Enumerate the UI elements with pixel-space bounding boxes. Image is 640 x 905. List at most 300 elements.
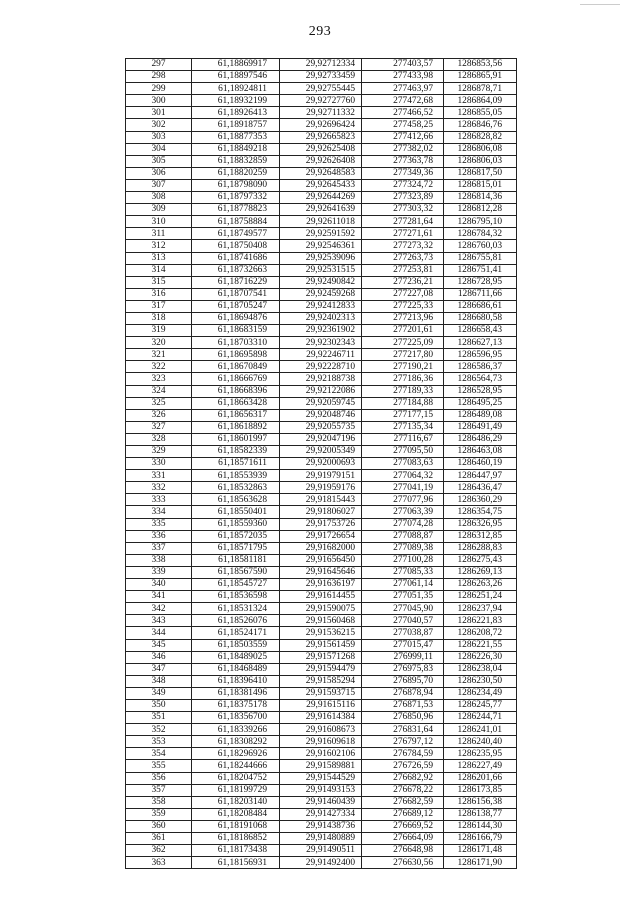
longitude-cell: 29,92626408 <box>280 155 362 167</box>
latitude-cell: 61,18663428 <box>192 397 280 409</box>
longitude-cell: 29,92302343 <box>280 337 362 349</box>
x-coordinate-cell: 277472,68 <box>362 95 444 107</box>
point-number-cell: 333 <box>126 494 192 506</box>
latitude-cell: 61,18694876 <box>192 312 280 324</box>
x-coordinate-cell: 277063,39 <box>362 506 444 518</box>
point-number-cell: 318 <box>126 312 192 324</box>
table-row <box>126 276 517 288</box>
latitude-cell: 61,18877353 <box>192 131 280 143</box>
point-number-cell: 354 <box>126 748 192 760</box>
longitude-cell: 29,91480889 <box>280 833 362 845</box>
y-coordinate-cell: 1286234,49 <box>444 687 517 699</box>
y-coordinate-cell: 1286221,83 <box>444 615 517 627</box>
latitude-cell: 61,18758884 <box>192 216 280 228</box>
longitude-cell: 29,91589881 <box>280 760 362 772</box>
longitude-cell: 29,92048746 <box>280 409 362 421</box>
x-coordinate-cell: 277466,52 <box>362 107 444 119</box>
table-row <box>126 59 517 71</box>
longitude-cell: 29,91460439 <box>280 796 362 808</box>
longitude-cell: 29,92246711 <box>280 349 362 361</box>
x-coordinate-cell: 277135,34 <box>362 421 444 433</box>
longitude-cell: 29,91571268 <box>280 651 362 663</box>
latitude-cell: 61,18296926 <box>192 748 280 760</box>
x-coordinate-cell: 276999,11 <box>362 651 444 663</box>
table-row <box>126 373 517 385</box>
table-row <box>126 325 517 337</box>
latitude-cell: 61,18526076 <box>192 615 280 627</box>
latitude-cell: 61,18749577 <box>192 228 280 240</box>
point-number-cell: 358 <box>126 796 192 808</box>
latitude-cell: 61,18550401 <box>192 506 280 518</box>
table-row <box>126 518 517 530</box>
latitude-cell: 61,18705247 <box>192 300 280 312</box>
longitude-cell: 29,92648583 <box>280 167 362 179</box>
table-row <box>126 312 517 324</box>
point-number-cell: 363 <box>126 857 192 869</box>
x-coordinate-cell: 277263,73 <box>362 252 444 264</box>
x-coordinate-cell: 277064,32 <box>362 470 444 482</box>
y-coordinate-cell: 1286171,90 <box>444 857 517 869</box>
y-coordinate-cell: 1286240,40 <box>444 736 517 748</box>
y-coordinate-cell: 1286686,61 <box>444 300 517 312</box>
longitude-cell: 29,91614384 <box>280 712 362 724</box>
point-number-cell: 325 <box>126 397 192 409</box>
point-number-cell: 346 <box>126 651 192 663</box>
x-coordinate-cell: 277088,87 <box>362 530 444 542</box>
table-row <box>126 639 517 651</box>
latitude-cell: 61,18489025 <box>192 651 280 663</box>
latitude-cell: 61,18750408 <box>192 240 280 252</box>
latitude-cell: 61,18926413 <box>192 107 280 119</box>
point-number-cell: 314 <box>126 264 192 276</box>
y-coordinate-cell: 1286288,83 <box>444 542 517 554</box>
table-row <box>126 748 517 760</box>
x-coordinate-cell: 277100,28 <box>362 554 444 566</box>
longitude-cell: 29,92531515 <box>280 264 362 276</box>
y-coordinate-cell: 1286226,30 <box>444 651 517 663</box>
latitude-cell: 61,18563628 <box>192 494 280 506</box>
latitude-cell: 61,18820259 <box>192 167 280 179</box>
longitude-cell: 29,91585294 <box>280 675 362 687</box>
x-coordinate-cell: 277095,50 <box>362 446 444 458</box>
table-row <box>126 675 517 687</box>
point-number-cell: 328 <box>126 433 192 445</box>
x-coordinate-cell: 277085,33 <box>362 566 444 578</box>
longitude-cell: 29,91615116 <box>280 699 362 711</box>
y-coordinate-cell: 1286251,24 <box>444 591 517 603</box>
point-number-cell: 301 <box>126 107 192 119</box>
table-row <box>126 808 517 820</box>
y-coordinate-cell: 1286528,95 <box>444 385 517 397</box>
table-row <box>126 724 517 736</box>
x-coordinate-cell: 277177,15 <box>362 409 444 421</box>
table-row <box>126 736 517 748</box>
longitude-cell: 29,91438736 <box>280 820 362 832</box>
longitude-cell: 29,92005349 <box>280 446 362 458</box>
latitude-cell: 61,18396410 <box>192 675 280 687</box>
page-number: 293 <box>308 24 332 39</box>
y-coordinate-cell: 1286241,01 <box>444 724 517 736</box>
y-coordinate-cell: 1286864,09 <box>444 95 517 107</box>
x-coordinate-cell: 277323,89 <box>362 192 444 204</box>
longitude-cell: 29,91726654 <box>280 530 362 542</box>
longitude-cell: 29,91602106 <box>280 748 362 760</box>
x-coordinate-cell: 276689,12 <box>362 808 444 820</box>
y-coordinate-cell: 1286817,50 <box>444 167 517 179</box>
longitude-cell: 29,91492400 <box>280 857 362 869</box>
latitude-cell: 61,18308292 <box>192 736 280 748</box>
longitude-cell: 29,92645433 <box>280 179 362 191</box>
x-coordinate-cell: 277213,96 <box>362 312 444 324</box>
point-number-cell: 307 <box>126 179 192 191</box>
point-number-cell: 352 <box>126 724 192 736</box>
table-row <box>126 155 517 167</box>
x-coordinate-cell: 276784,59 <box>362 748 444 760</box>
table-row <box>126 627 517 639</box>
longitude-cell: 29,92711332 <box>280 107 362 119</box>
y-coordinate-cell: 1286237,94 <box>444 603 517 615</box>
x-coordinate-cell: 277116,67 <box>362 433 444 445</box>
y-coordinate-cell: 1286853,56 <box>444 59 517 71</box>
latitude-cell: 61,18601997 <box>192 433 280 445</box>
x-coordinate-cell: 277458,25 <box>362 119 444 131</box>
x-coordinate-cell: 277045,90 <box>362 603 444 615</box>
longitude-cell: 29,91815443 <box>280 494 362 506</box>
latitude-cell: 61,18683159 <box>192 325 280 337</box>
longitude-cell: 29,91682000 <box>280 542 362 554</box>
point-number-cell: 319 <box>126 325 192 337</box>
latitude-cell: 61,18778823 <box>192 204 280 216</box>
table-row <box>126 470 517 482</box>
latitude-cell: 61,18203140 <box>192 796 280 808</box>
x-coordinate-cell: 277281,64 <box>362 216 444 228</box>
table-row <box>126 264 517 276</box>
latitude-cell: 61,18468489 <box>192 663 280 675</box>
x-coordinate-cell: 276682,92 <box>362 772 444 784</box>
point-number-cell: 336 <box>126 530 192 542</box>
y-coordinate-cell: 1286586,37 <box>444 361 517 373</box>
y-coordinate-cell: 1286269,13 <box>444 566 517 578</box>
x-coordinate-cell: 277227,08 <box>362 288 444 300</box>
table-row <box>126 687 517 699</box>
latitude-cell: 61,18732663 <box>192 264 280 276</box>
x-coordinate-cell: 277038,87 <box>362 627 444 639</box>
latitude-cell: 61,18559360 <box>192 518 280 530</box>
latitude-cell: 61,18582339 <box>192 446 280 458</box>
table-row <box>126 591 517 603</box>
point-number-cell: 322 <box>126 361 192 373</box>
point-number-cell: 360 <box>126 820 192 832</box>
x-coordinate-cell: 277303,32 <box>362 204 444 216</box>
y-coordinate-cell: 1286263,26 <box>444 579 517 591</box>
latitude-cell: 61,18567590 <box>192 566 280 578</box>
longitude-cell: 29,91594479 <box>280 663 362 675</box>
table-row <box>126 107 517 119</box>
table-row <box>126 204 517 216</box>
point-number-cell: 327 <box>126 421 192 433</box>
table-row <box>126 119 517 131</box>
point-number-cell: 306 <box>126 167 192 179</box>
x-coordinate-cell: 277184,88 <box>362 397 444 409</box>
longitude-cell: 29,91493153 <box>280 784 362 796</box>
x-coordinate-cell: 277433,98 <box>362 71 444 83</box>
point-number-cell: 330 <box>126 458 192 470</box>
table-row <box>126 615 517 627</box>
longitude-cell: 29,92641639 <box>280 204 362 216</box>
latitude-cell: 61,18656317 <box>192 409 280 421</box>
point-number-cell: 351 <box>126 712 192 724</box>
longitude-cell: 29,92412833 <box>280 300 362 312</box>
y-coordinate-cell: 1286784,32 <box>444 228 517 240</box>
point-number-cell: 339 <box>126 566 192 578</box>
longitude-cell: 29,91656450 <box>280 554 362 566</box>
table-row <box>126 566 517 578</box>
point-number-cell: 340 <box>126 579 192 591</box>
latitude-cell: 61,18924811 <box>192 83 280 95</box>
latitude-cell: 61,18204752 <box>192 772 280 784</box>
y-coordinate-cell: 1286815,01 <box>444 179 517 191</box>
longitude-cell: 29,92188738 <box>280 373 362 385</box>
longitude-cell: 29,91959176 <box>280 482 362 494</box>
point-number-cell: 334 <box>126 506 192 518</box>
point-number-cell: 309 <box>126 204 192 216</box>
table-row <box>126 349 517 361</box>
latitude-cell: 61,18832859 <box>192 155 280 167</box>
x-coordinate-cell: 276797,12 <box>362 736 444 748</box>
latitude-cell: 61,18849218 <box>192 143 280 155</box>
longitude-cell: 29,91979151 <box>280 470 362 482</box>
point-number-cell: 343 <box>126 615 192 627</box>
longitude-cell: 29,91490511 <box>280 845 362 857</box>
y-coordinate-cell: 1286221,55 <box>444 639 517 651</box>
y-coordinate-cell: 1286627,13 <box>444 337 517 349</box>
y-coordinate-cell: 1286806,03 <box>444 155 517 167</box>
longitude-cell: 29,92228710 <box>280 361 362 373</box>
longitude-cell: 29,91753726 <box>280 518 362 530</box>
latitude-cell: 61,18532863 <box>192 482 280 494</box>
table-row <box>126 71 517 83</box>
latitude-cell: 61,18571795 <box>192 542 280 554</box>
longitude-cell: 29,92611018 <box>280 216 362 228</box>
longitude-cell: 29,92490842 <box>280 276 362 288</box>
y-coordinate-cell: 1286680,58 <box>444 312 517 324</box>
y-coordinate-cell: 1286658,43 <box>444 325 517 337</box>
y-coordinate-cell: 1286208,72 <box>444 627 517 639</box>
table-row <box>126 857 517 869</box>
coordinates-table-body <box>126 59 517 869</box>
latitude-cell: 61,18581181 <box>192 554 280 566</box>
latitude-cell: 61,18798090 <box>192 179 280 191</box>
point-number-cell: 305 <box>126 155 192 167</box>
y-coordinate-cell: 1286447,97 <box>444 470 517 482</box>
table-row <box>126 579 517 591</box>
table-row <box>126 167 517 179</box>
table-row <box>126 542 517 554</box>
longitude-cell: 29,92361902 <box>280 325 362 337</box>
x-coordinate-cell: 276726,59 <box>362 760 444 772</box>
table-row <box>126 216 517 228</box>
longitude-cell: 29,91593715 <box>280 687 362 699</box>
point-number-cell: 342 <box>126 603 192 615</box>
x-coordinate-cell: 277061,14 <box>362 579 444 591</box>
y-coordinate-cell: 1286245,77 <box>444 699 517 711</box>
table-row <box>126 784 517 796</box>
point-number-cell: 313 <box>126 252 192 264</box>
latitude-cell: 61,18186852 <box>192 833 280 845</box>
latitude-cell: 61,18571611 <box>192 458 280 470</box>
point-number-cell: 311 <box>126 228 192 240</box>
latitude-cell: 61,18156931 <box>192 857 280 869</box>
x-coordinate-cell: 276669,52 <box>362 820 444 832</box>
y-coordinate-cell: 1286814,36 <box>444 192 517 204</box>
table-row <box>126 421 517 433</box>
point-number-cell: 316 <box>126 288 192 300</box>
longitude-cell: 29,92059745 <box>280 397 362 409</box>
table-row <box>126 603 517 615</box>
x-coordinate-cell: 276850,96 <box>362 712 444 724</box>
longitude-cell: 29,92539096 <box>280 252 362 264</box>
x-coordinate-cell: 277077,96 <box>362 494 444 506</box>
y-coordinate-cell: 1286312,85 <box>444 530 517 542</box>
y-coordinate-cell: 1286846,76 <box>444 119 517 131</box>
y-coordinate-cell: 1286812,28 <box>444 204 517 216</box>
x-coordinate-cell: 277217,80 <box>362 349 444 361</box>
latitude-cell: 61,18531324 <box>192 603 280 615</box>
y-coordinate-cell: 1286755,81 <box>444 252 517 264</box>
x-coordinate-cell: 277349,36 <box>362 167 444 179</box>
y-coordinate-cell: 1286596,95 <box>444 349 517 361</box>
x-coordinate-cell: 276895,70 <box>362 675 444 687</box>
latitude-cell: 61,18545727 <box>192 579 280 591</box>
y-coordinate-cell: 1286491,49 <box>444 421 517 433</box>
latitude-cell: 61,18695898 <box>192 349 280 361</box>
table-row <box>126 494 517 506</box>
x-coordinate-cell: 277041,19 <box>362 482 444 494</box>
point-number-cell: 303 <box>126 131 192 143</box>
latitude-cell: 61,18897546 <box>192 71 280 83</box>
x-coordinate-cell: 277324,72 <box>362 179 444 191</box>
x-coordinate-cell: 277236,21 <box>362 276 444 288</box>
point-number-cell: 317 <box>126 300 192 312</box>
point-number-cell: 362 <box>126 845 192 857</box>
y-coordinate-cell: 1286326,95 <box>444 518 517 530</box>
y-coordinate-cell: 1286486,29 <box>444 433 517 445</box>
point-number-cell: 312 <box>126 240 192 252</box>
table-row <box>126 446 517 458</box>
point-number-cell: 304 <box>126 143 192 155</box>
x-coordinate-cell: 277040,57 <box>362 615 444 627</box>
table-row <box>126 712 517 724</box>
table-row <box>126 397 517 409</box>
x-coordinate-cell: 277271,61 <box>362 228 444 240</box>
y-coordinate-cell: 1286460,19 <box>444 458 517 470</box>
point-number-cell: 355 <box>126 760 192 772</box>
point-number-cell: 321 <box>126 349 192 361</box>
point-number-cell: 353 <box>126 736 192 748</box>
y-coordinate-cell: 1286144,30 <box>444 820 517 832</box>
longitude-cell: 29,92459268 <box>280 288 362 300</box>
latitude-cell: 61,18797332 <box>192 192 280 204</box>
y-coordinate-cell: 1286173,85 <box>444 784 517 796</box>
point-number-cell: 323 <box>126 373 192 385</box>
table-row <box>126 83 517 95</box>
y-coordinate-cell: 1286495,25 <box>444 397 517 409</box>
x-coordinate-cell: 276664,09 <box>362 833 444 845</box>
point-number-cell: 357 <box>126 784 192 796</box>
y-coordinate-cell: 1286865,91 <box>444 71 517 83</box>
y-coordinate-cell: 1286564,73 <box>444 373 517 385</box>
longitude-cell: 29,91560468 <box>280 615 362 627</box>
x-coordinate-cell: 277074,28 <box>362 518 444 530</box>
latitude-cell: 61,18339266 <box>192 724 280 736</box>
point-number-cell: 337 <box>126 542 192 554</box>
longitude-cell: 29,92000693 <box>280 458 362 470</box>
point-number-cell: 350 <box>126 699 192 711</box>
latitude-cell: 61,18524171 <box>192 627 280 639</box>
point-number-cell: 349 <box>126 687 192 699</box>
longitude-cell: 29,91636197 <box>280 579 362 591</box>
x-coordinate-cell: 277190,21 <box>362 361 444 373</box>
table-row <box>126 833 517 845</box>
table-row <box>126 288 517 300</box>
point-number-cell: 338 <box>126 554 192 566</box>
longitude-cell: 29,91561459 <box>280 639 362 651</box>
y-coordinate-cell: 1286244,71 <box>444 712 517 724</box>
longitude-cell: 29,91590075 <box>280 603 362 615</box>
point-number-cell: 359 <box>126 808 192 820</box>
point-number-cell: 348 <box>126 675 192 687</box>
x-coordinate-cell: 276975,83 <box>362 663 444 675</box>
table-row <box>126 143 517 155</box>
latitude-cell: 61,18208484 <box>192 808 280 820</box>
latitude-cell: 61,18668396 <box>192 385 280 397</box>
table-row <box>126 337 517 349</box>
point-number-cell: 331 <box>126 470 192 482</box>
y-coordinate-cell: 1286878,71 <box>444 83 517 95</box>
table-row <box>126 530 517 542</box>
longitude-cell: 29,91645646 <box>280 566 362 578</box>
x-coordinate-cell: 277015,47 <box>362 639 444 651</box>
y-coordinate-cell: 1286711,66 <box>444 288 517 300</box>
point-number-cell: 299 <box>126 83 192 95</box>
longitude-cell: 29,91609618 <box>280 736 362 748</box>
latitude-cell: 61,18670849 <box>192 361 280 373</box>
x-coordinate-cell: 276831,64 <box>362 724 444 736</box>
x-coordinate-cell: 277051,35 <box>362 591 444 603</box>
y-coordinate-cell: 1286166,79 <box>444 833 517 845</box>
coordinates-table <box>125 58 517 869</box>
point-number-cell: 329 <box>126 446 192 458</box>
table-row <box>126 228 517 240</box>
table-row <box>126 192 517 204</box>
x-coordinate-cell: 277363,78 <box>362 155 444 167</box>
point-number-cell: 347 <box>126 663 192 675</box>
x-coordinate-cell: 276871,53 <box>362 699 444 711</box>
latitude-cell: 61,18572035 <box>192 530 280 542</box>
y-coordinate-cell: 1286828,82 <box>444 131 517 143</box>
latitude-cell: 61,18716229 <box>192 276 280 288</box>
point-number-cell: 344 <box>126 627 192 639</box>
y-coordinate-cell: 1286235,95 <box>444 748 517 760</box>
point-number-cell: 298 <box>126 71 192 83</box>
latitude-cell: 61,18932199 <box>192 95 280 107</box>
table-row <box>126 845 517 857</box>
longitude-cell: 29,92733459 <box>280 71 362 83</box>
longitude-cell: 29,92591592 <box>280 228 362 240</box>
table-row <box>126 458 517 470</box>
y-coordinate-cell: 1286360,29 <box>444 494 517 506</box>
x-coordinate-cell: 277403,57 <box>362 59 444 71</box>
